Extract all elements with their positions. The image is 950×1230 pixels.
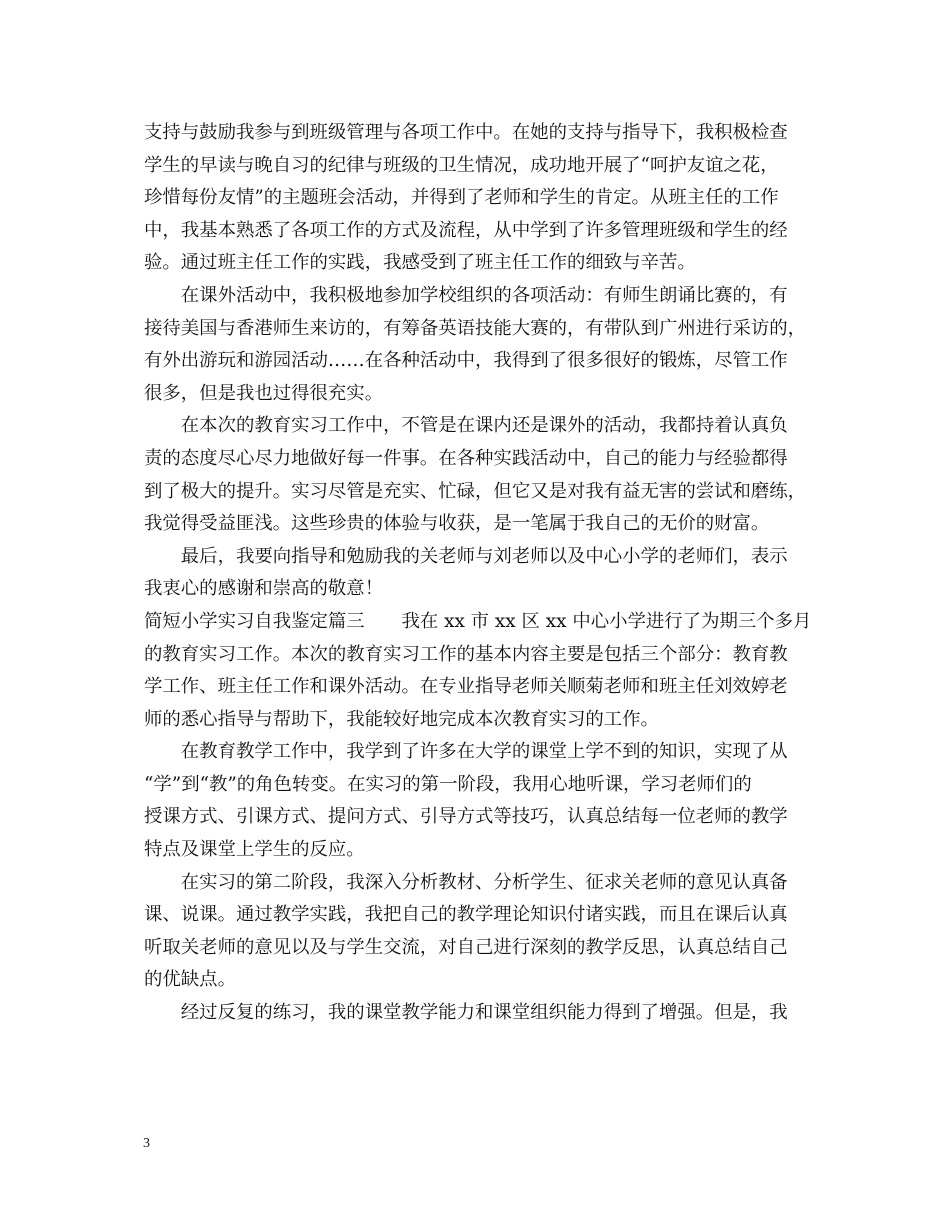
text-line: 授课方式、引课方式、提问方式、引导方式等技巧，认真总结每一位老师的教学 [144,806,788,828]
text-line: 的优缺点。 [144,969,236,991]
text-line: 中，我基本熟悉了各项工作的方式及流程，从中学到了许多管理班级和学生的经 [144,219,788,241]
text-line: 在本次的教育实习工作中，不管是在课内还是课外的活动，我都持着认真负 [144,415,788,437]
page-number: 3 [143,1136,150,1151]
text-line: 很多，但是我也过得很充实。 [144,382,384,404]
text-line: 在教育教学工作中，我学到了许多在大学的课堂上学不到的知识，实现了从 [144,741,788,763]
text-line: 听取关老师的意见以及与学生交流，对自己进行深刻的教学反思，认真总结自己 [144,936,788,958]
text-line: 师的悉心指导与帮助下，我能较好地完成本次教育实习的工作。 [144,708,659,730]
text-line: 最后，我要向指导和勉励我的关老师与刘老师以及中心小学的老师们，表示 [144,545,788,567]
text-line: 珍惜每份友情”的主题班会活动，并得到了老师和学生的肯定。从班主任的工作 [144,187,779,209]
text-line: 经过反复的练习，我的课堂教学能力和课堂组织能力得到了增强。但是，我 [144,1002,788,1024]
text-line: 验。通过班主任工作的实践，我感受到了班主任工作的细致与辛苦。 [144,252,696,274]
text-line: 特点及课堂上学生的反应。 [144,839,365,861]
text-line: 接待美国与香港师生来访的，有筹备英语技能大赛的，有带队到广州进行采访的， [144,317,807,339]
text-line: 学工作、班主任工作和课外活动。在专业指导老师关顺菊老师和班主任刘效婷老 [144,676,788,698]
text-line: 支持与鼓励我参与到班级管理与各项工作中。在她的支持与指导下，我积极检查 [144,122,788,143]
text-line: 简短小学实习自我鉴定篇三 我在 xx 市 xx 区 xx 中心小学进行了为期三个多月 [144,610,812,632]
text-line: 课、说课。通过教学实践，我把自己的教学理论知识付诸实践，而且在课后认真 [144,904,788,926]
text-line: 责的态度尽心尽力地做好每一件事。在各种实践活动中，自己的能力与经验都得 [144,447,788,469]
body-text [144,117,824,1030]
text-line: 到了极大的提升。实习尽管是充实、忙碌，但它又是对我有益无害的尝试和磨练， [144,480,807,502]
text-line: 在实习的第二阶段，我深入分析教材、分析学生、征求关老师的意见认真备 [144,871,788,893]
text-line: 学生的早读与晚自习的纪律与班级的卫生情况，成功地开展了“呵护友谊之花， [144,154,779,176]
text-line: 的教育实习工作。本次的教育实习工作的基本内容主要是包括三个部分：教育教 [144,643,788,665]
text-line: 在课外活动中，我积极地参加学校组织的各项活动：有师生朗诵比赛的，有 [144,284,788,306]
text-line: 有外出游玩和游园活动……在各种活动中，我得到了很多很好的锻炼，尽管工作 [144,350,788,372]
text-line: “学”到“教”的角色转变。在实习的第一阶段，我用心地听课，学习老师们的 [144,773,752,795]
text-line: 我觉得受益匪浅。这些珍贵的体验与收获，是一笔属于我自己的无价的财富。 [144,513,770,535]
text-line: 我衷心的感谢和崇高的敬意！ [144,578,384,600]
